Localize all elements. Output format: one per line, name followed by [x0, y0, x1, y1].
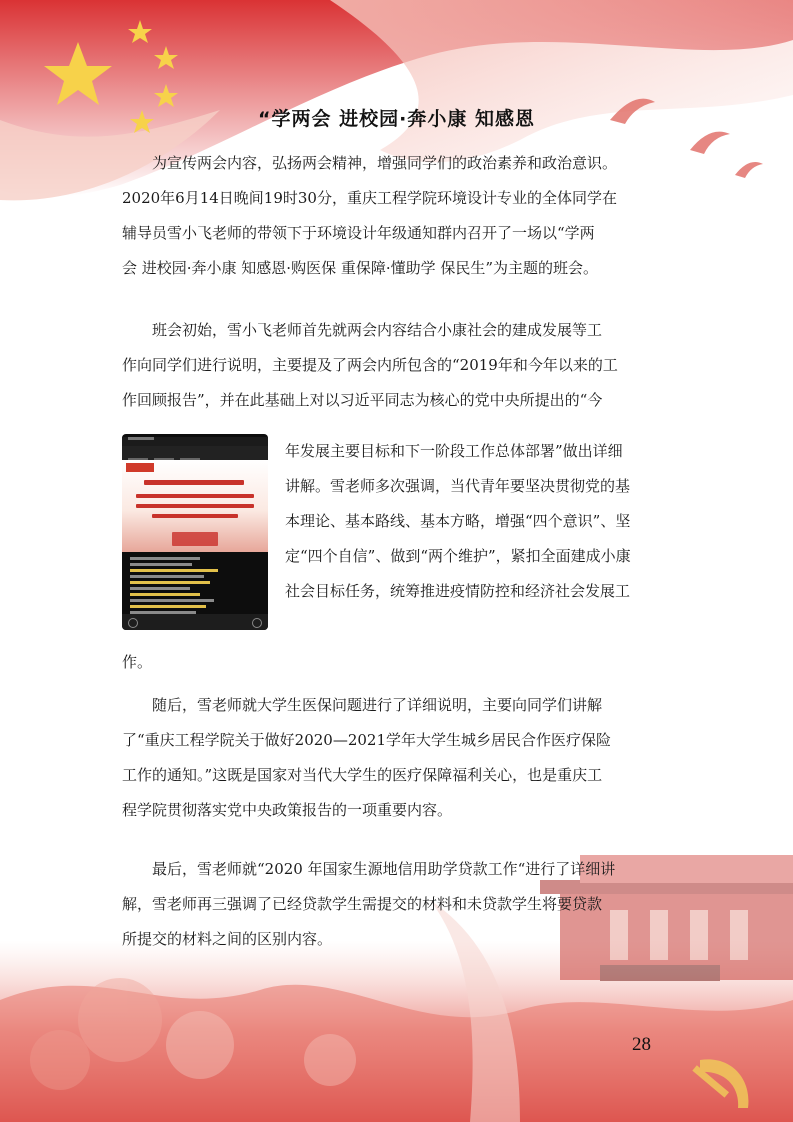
chat-input-bar [122, 614, 268, 630]
text-line: 作向同学们进行说明，主要提及了两会内所包含的“2019年和今年以来的工 [122, 356, 618, 374]
text-line: 随后，雪老师就大学生医保问题进行了详细说明，主要向同学们讲解 [152, 696, 603, 714]
paragraph-2-tail [122, 645, 678, 680]
paragraph-2-wrapped [285, 434, 678, 609]
text-line: 讲解。雪老师多次强调，当代青年要坚决贯彻党的基 [285, 477, 631, 495]
text-line: 年发展主要目标和下一阶段工作总体部署”做出详细 [285, 442, 623, 460]
paragraph-3 [122, 688, 678, 828]
text-line: 为宣传两会内容，弘扬两会精神，增强同学们的政治素养和政治意识。 [152, 154, 618, 172]
text-line: 2020年6月14日晚间19时30分，重庆工程学院环境设计专业的全体同学在 [122, 189, 617, 207]
text-line: 定“四个自信”、做到“两个维护”，紧扣全面建成小康 [285, 547, 631, 565]
chat-message-list [122, 554, 268, 614]
paragraph-2 [122, 313, 678, 418]
text-line: 所提交的材料之间的区别内容。 [122, 930, 333, 948]
phone-status-bar [122, 437, 268, 446]
text-line: 工作的通知。”这既是国家对当代大学生的医疗保障福利关心，也是重庆工 [122, 766, 603, 784]
page-number: 28 [632, 1034, 651, 1055]
text-line: 班会初始，雪小飞老师首先就两会内容结合小康社会的建成发展等工 [152, 321, 603, 339]
text-line: 辅导员雪小飞老师的带领下于环境设计年级通知群内召开了一场以“学两 [122, 224, 595, 242]
paragraph-4 [122, 852, 678, 957]
event-poster [122, 460, 268, 552]
article-title: “学两会 进校园·奔小康 知感恩 [258, 108, 535, 130]
text-line: 程学院贯彻落实党中央政策报告的一项重要内容。 [122, 801, 453, 819]
text-line: 解，雪老师再三强调了已经贷款学生需提交的材料和未贷款学生将要贷款 [122, 895, 603, 913]
text-line: 本理论、基本路线、基本方略，增强“四个意识”、坚 [285, 512, 631, 530]
paragraph-1 [122, 146, 678, 286]
text-line: 作。 [122, 653, 153, 671]
text-line: 社会目标任务，统筹推进疫情防控和经济社会发展工 [285, 582, 631, 600]
chat-screenshot-image [122, 434, 268, 630]
text-line: 了“重庆工程学院关于做好2020—2021学年大学生城乡居民合作医疗保险 [122, 731, 612, 749]
text-line: 最后，雪老师就“2020 年国家生源地信用助学贷款工作“进行了详细讲 [152, 860, 616, 878]
text-line: 会 进校园·奔小康 知感恩·购医保 重保障·懂助学 保民生”为主题的班会。 [122, 259, 599, 277]
text-line: 作回顾报告”，并在此基础上对以习近平同志为核心的党中央所提出的“今 [122, 391, 603, 409]
